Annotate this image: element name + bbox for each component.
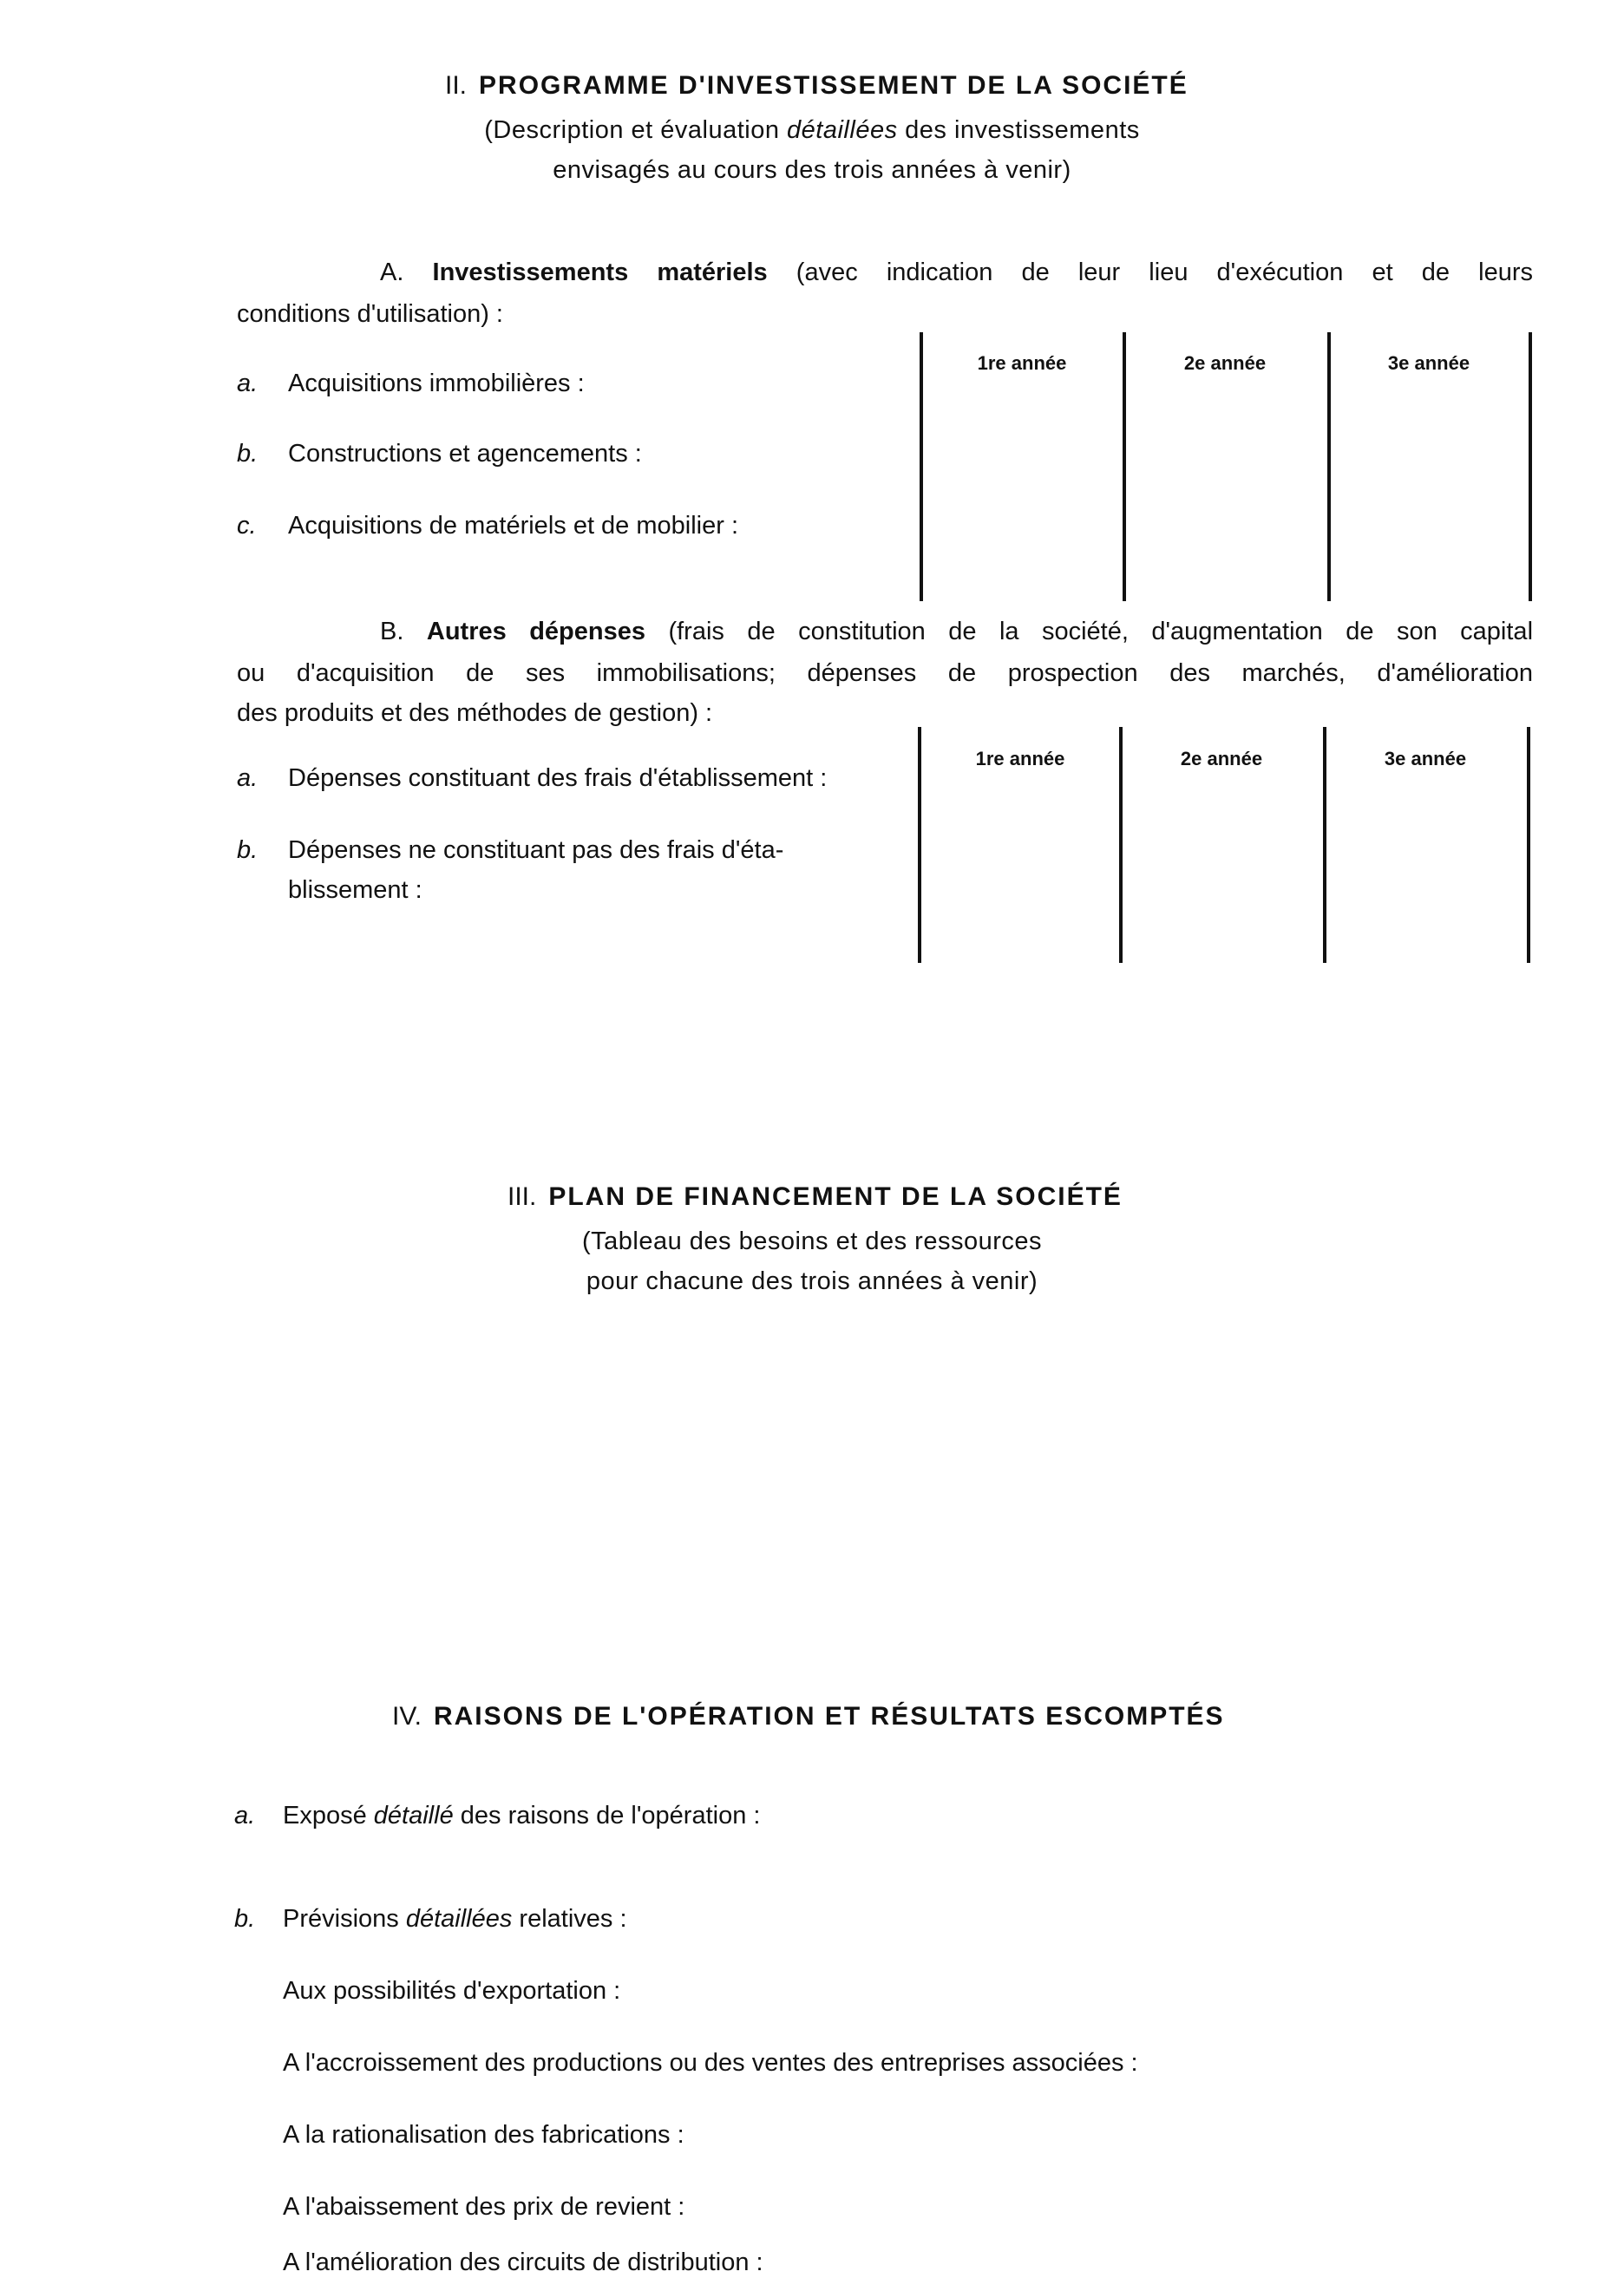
subtitle-text: des investissements: [897, 116, 1140, 144]
part-a-table-line-1: [920, 332, 923, 601]
part-a-intro-line2: conditions d'utilisation) :: [237, 300, 503, 328]
part-b-table-line-2: [1119, 727, 1123, 963]
part-b-col-year-2: 2e année: [1180, 748, 1263, 769]
part-b-text: (frais de constitution de la société, d'augmentation de son capital: [668, 618, 1534, 645]
part-b-table-line-4: [1527, 727, 1530, 963]
item-text: des raisons de l'opération :: [453, 1802, 761, 1830]
section-4-title: RAISONS DE L'OPÉRATION ET RÉSULTATS ESCOMPTÉS: [433, 1702, 1225, 1731]
section-4-sub-item-rationalisation: A la rationalisation des fabrications :: [283, 2121, 684, 2149]
part-a-item-b-letter: b.: [237, 440, 259, 468]
part-b-item-b-letter: b.: [237, 836, 259, 864]
section-4-sub-item-growth: A l'accroissement des productions ou des ventes des entreprises associées :: [283, 2049, 1138, 2077]
section-3-subtitle-line1: (Tableau des besoins et des ressources: [581, 1227, 1042, 1255]
part-a-item-c-label: Acquisitions de matériels et de mobilier :: [288, 512, 739, 540]
item-italic: détaillé: [373, 1802, 454, 1830]
section-4-heading: [392, 1702, 1225, 1731]
part-a-intro-line1: [380, 259, 1533, 287]
part-b-intro-line3: des produits et des méthodes de gestion) :: [237, 699, 713, 727]
part-a-letter: A.: [380, 259, 404, 286]
section-4-item-a-letter: a.: [234, 1802, 256, 1830]
part-a-table-line-4: [1529, 332, 1532, 601]
part-a-col-year-2: 2e année: [1183, 352, 1267, 374]
section-3-numeral: III.: [508, 1182, 537, 1211]
section-2-subtitle-line2: envisagés au cours des trois années à venir): [553, 156, 1071, 184]
subtitle-italic: détaillées: [787, 116, 898, 144]
part-b-item-b-label-cont: blissement :: [288, 876, 422, 904]
part-b-table-line-1: [918, 727, 921, 963]
item-italic: détaillées: [405, 1905, 513, 1933]
item-text: relatives :: [512, 1905, 627, 1933]
part-b-item-b-label: Dépenses ne constituant pas des frais d'éta-: [288, 836, 784, 864]
section-4-item-a-text: [283, 1802, 760, 1830]
section-4-sub-item-distribution: A l'amélioration des circuits de distribution :: [283, 2249, 763, 2276]
part-a-item-a-label: Acquisitions immobilières :: [288, 370, 585, 397]
section-2-subtitle-line1: [0, 116, 1624, 145]
part-b-letter: B.: [380, 618, 404, 645]
section-4-item-b-text: [283, 1905, 627, 1934]
section-3-subtitle-line2: pour chacune des trois années à venir): [586, 1267, 1038, 1295]
section-4-sub-item-export: Aux possibilités d'exportation :: [283, 1977, 621, 2005]
section-4-numeral: IV.: [392, 1702, 422, 1731]
part-b-intro-line1: [380, 618, 1533, 646]
section-3-heading: [508, 1182, 1123, 1212]
part-a-item-a-letter: a.: [237, 370, 259, 397]
section-3-title: PLAN DE FINANCEMENT DE LA SOCIÉTÉ: [548, 1182, 1123, 1211]
part-a-col-year-3: 3e année: [1387, 352, 1470, 374]
part-a-item-c-letter: c.: [237, 512, 257, 540]
section-4-item-b-letter: b.: [234, 1905, 256, 1933]
section-4-sub-item-cost: A l'abaissement des prix de revient :: [283, 2193, 685, 2221]
part-a-table-line-3: [1327, 332, 1331, 601]
part-a-table-line-2: [1123, 332, 1126, 601]
part-b-col-year-3: 3e année: [1384, 748, 1467, 769]
part-b-table-line-3: [1323, 727, 1326, 963]
item-text: Prévisions: [283, 1905, 406, 1933]
part-b-item-a-label: Dépenses constituant des frais d'établissement :: [288, 764, 828, 792]
subtitle-text: (Description et évaluation: [484, 116, 788, 144]
section-2-title: PROGRAMME D'INVESTISSEMENT DE LA SOCIÉTÉ: [479, 71, 1189, 100]
section-2-heading: [445, 71, 1189, 101]
part-b-intro-line2: ou d'acquisition de ses immobilisations; dépenses de prospection des marchés, d'amélioration: [237, 659, 1533, 687]
item-text: Exposé: [283, 1802, 374, 1830]
part-a-heading: Investissements matériels: [432, 259, 768, 286]
part-b-col-year-1: 1re année: [975, 748, 1065, 769]
part-b-item-a-letter: a.: [237, 764, 259, 792]
section-2-numeral: II.: [445, 71, 468, 100]
part-a-item-b-label: Constructions et agencements :: [288, 440, 642, 468]
part-b-heading: Autres dépenses: [426, 618, 645, 645]
part-a-col-year-1: 1re année: [977, 352, 1067, 374]
part-a-text: (avec indication de leur lieu d'exécution et de leurs: [796, 259, 1534, 286]
